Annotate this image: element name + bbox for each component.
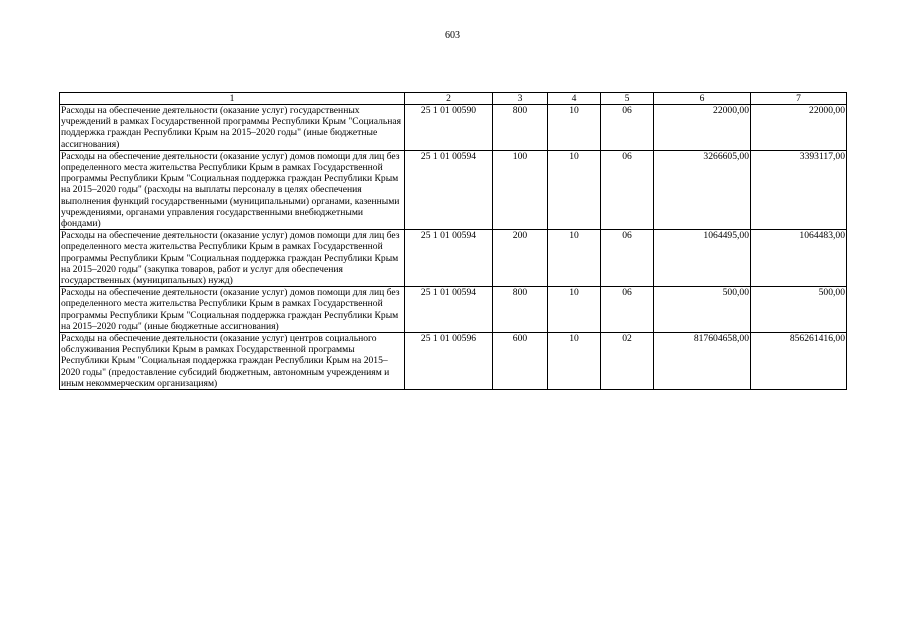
column-header: 7 <box>751 93 847 105</box>
table-row <box>60 230 847 287</box>
section-code: 10 <box>548 333 601 390</box>
classification-code: 25 1 01 00590 <box>405 105 493 151</box>
section-code: 10 <box>548 150 601 229</box>
amount-col6: 22000,00 <box>654 105 751 151</box>
classification-code: 25 1 01 00594 <box>405 150 493 229</box>
amount-col7: 22000,00 <box>751 105 847 151</box>
header-row <box>60 93 847 105</box>
column-header: 5 <box>601 93 654 105</box>
budget-table <box>59 92 847 390</box>
column-header: 3 <box>493 93 548 105</box>
section-code: 10 <box>548 230 601 287</box>
classification-code: 25 1 01 00596 <box>405 333 493 390</box>
subsection-code: 02 <box>601 333 654 390</box>
amount-col6: 500,00 <box>654 287 751 333</box>
expense-description: Расходы на обеспечение деятельности (оказание услуг) домов помощи для лиц без определенного места жительства Республики Крым в рамках Государственной программы Республики Крым "Социальная поддержка граждан Республики Крым на 2015–2020 годы" (закупка товаров, работ и услуг для обеспечения государственных (муниципальных) нужд) <box>60 230 405 287</box>
expense-type-code: 800 <box>493 287 548 333</box>
amount-col7: 856261416,00 <box>751 333 847 390</box>
expense-description: Расходы на обеспечение деятельности (оказание услуг) государственных учреждений в рамках Государственной программы Республики Крым "Социальная поддержка граждан Республики Крым на 2015–2020 годы" (иные бюджетные ассигнования) <box>60 105 405 151</box>
page-number: 603 <box>445 30 460 41</box>
subsection-code: 06 <box>601 230 654 287</box>
column-header: 6 <box>654 93 751 105</box>
table-row <box>60 333 847 390</box>
amount-col6: 3266605,00 <box>654 150 751 229</box>
section-code: 10 <box>548 287 601 333</box>
table-row <box>60 287 847 333</box>
amount-col7: 1064483,00 <box>751 230 847 287</box>
expense-type-code: 200 <box>493 230 548 287</box>
classification-code: 25 1 01 00594 <box>405 287 493 333</box>
table-row <box>60 105 847 151</box>
subsection-code: 06 <box>601 287 654 333</box>
column-header: 2 <box>405 93 493 105</box>
expense-type-code: 600 <box>493 333 548 390</box>
section-code: 10 <box>548 105 601 151</box>
expense-type-code: 800 <box>493 105 548 151</box>
subsection-code: 06 <box>601 105 654 151</box>
expense-description: Расходы на обеспечение деятельности (оказание услуг) домов помощи для лиц без определенного места жительства Республики Крым в рамках Государственной программы Республики Крым "Социальная поддержка граждан Республики Крым на 2015–2020 годы" (иные бюджетные ассигнования) <box>60 287 405 333</box>
amount-col6: 817604658,00 <box>654 333 751 390</box>
amount-col7: 500,00 <box>751 287 847 333</box>
expense-description: Расходы на обеспечение деятельности (оказание услуг) домов помощи для лиц без определенного места жительства Республики Крым в рамках Государственной программы Республики Крым "Социальная поддержка граждан Республики Крым на 2015–2020 годы" (расходы на выплаты персоналу в целях обеспечения выполнения функций государственными (муниципальными) органами, казенными учреждениями, органами управления государственными внебюджетными фондами) <box>60 150 405 229</box>
subsection-code: 06 <box>601 150 654 229</box>
table-row <box>60 150 847 229</box>
amount-col6: 1064495,00 <box>654 230 751 287</box>
classification-code: 25 1 01 00594 <box>405 230 493 287</box>
column-header: 1 <box>60 93 405 105</box>
amount-col7: 3393117,00 <box>751 150 847 229</box>
expense-type-code: 100 <box>493 150 548 229</box>
expense-description: Расходы на обеспечение деятельности (оказание услуг) центров социального обслуживания Республики Крым в рамках Государственной программы Республики Крым "Социальная поддержка граждан Республики Крым на 2015–2020 годы" (предоставление субсидий бюджетным, автономным учреждениям и иным некоммерческим организациям) <box>60 333 405 390</box>
column-header: 4 <box>548 93 601 105</box>
